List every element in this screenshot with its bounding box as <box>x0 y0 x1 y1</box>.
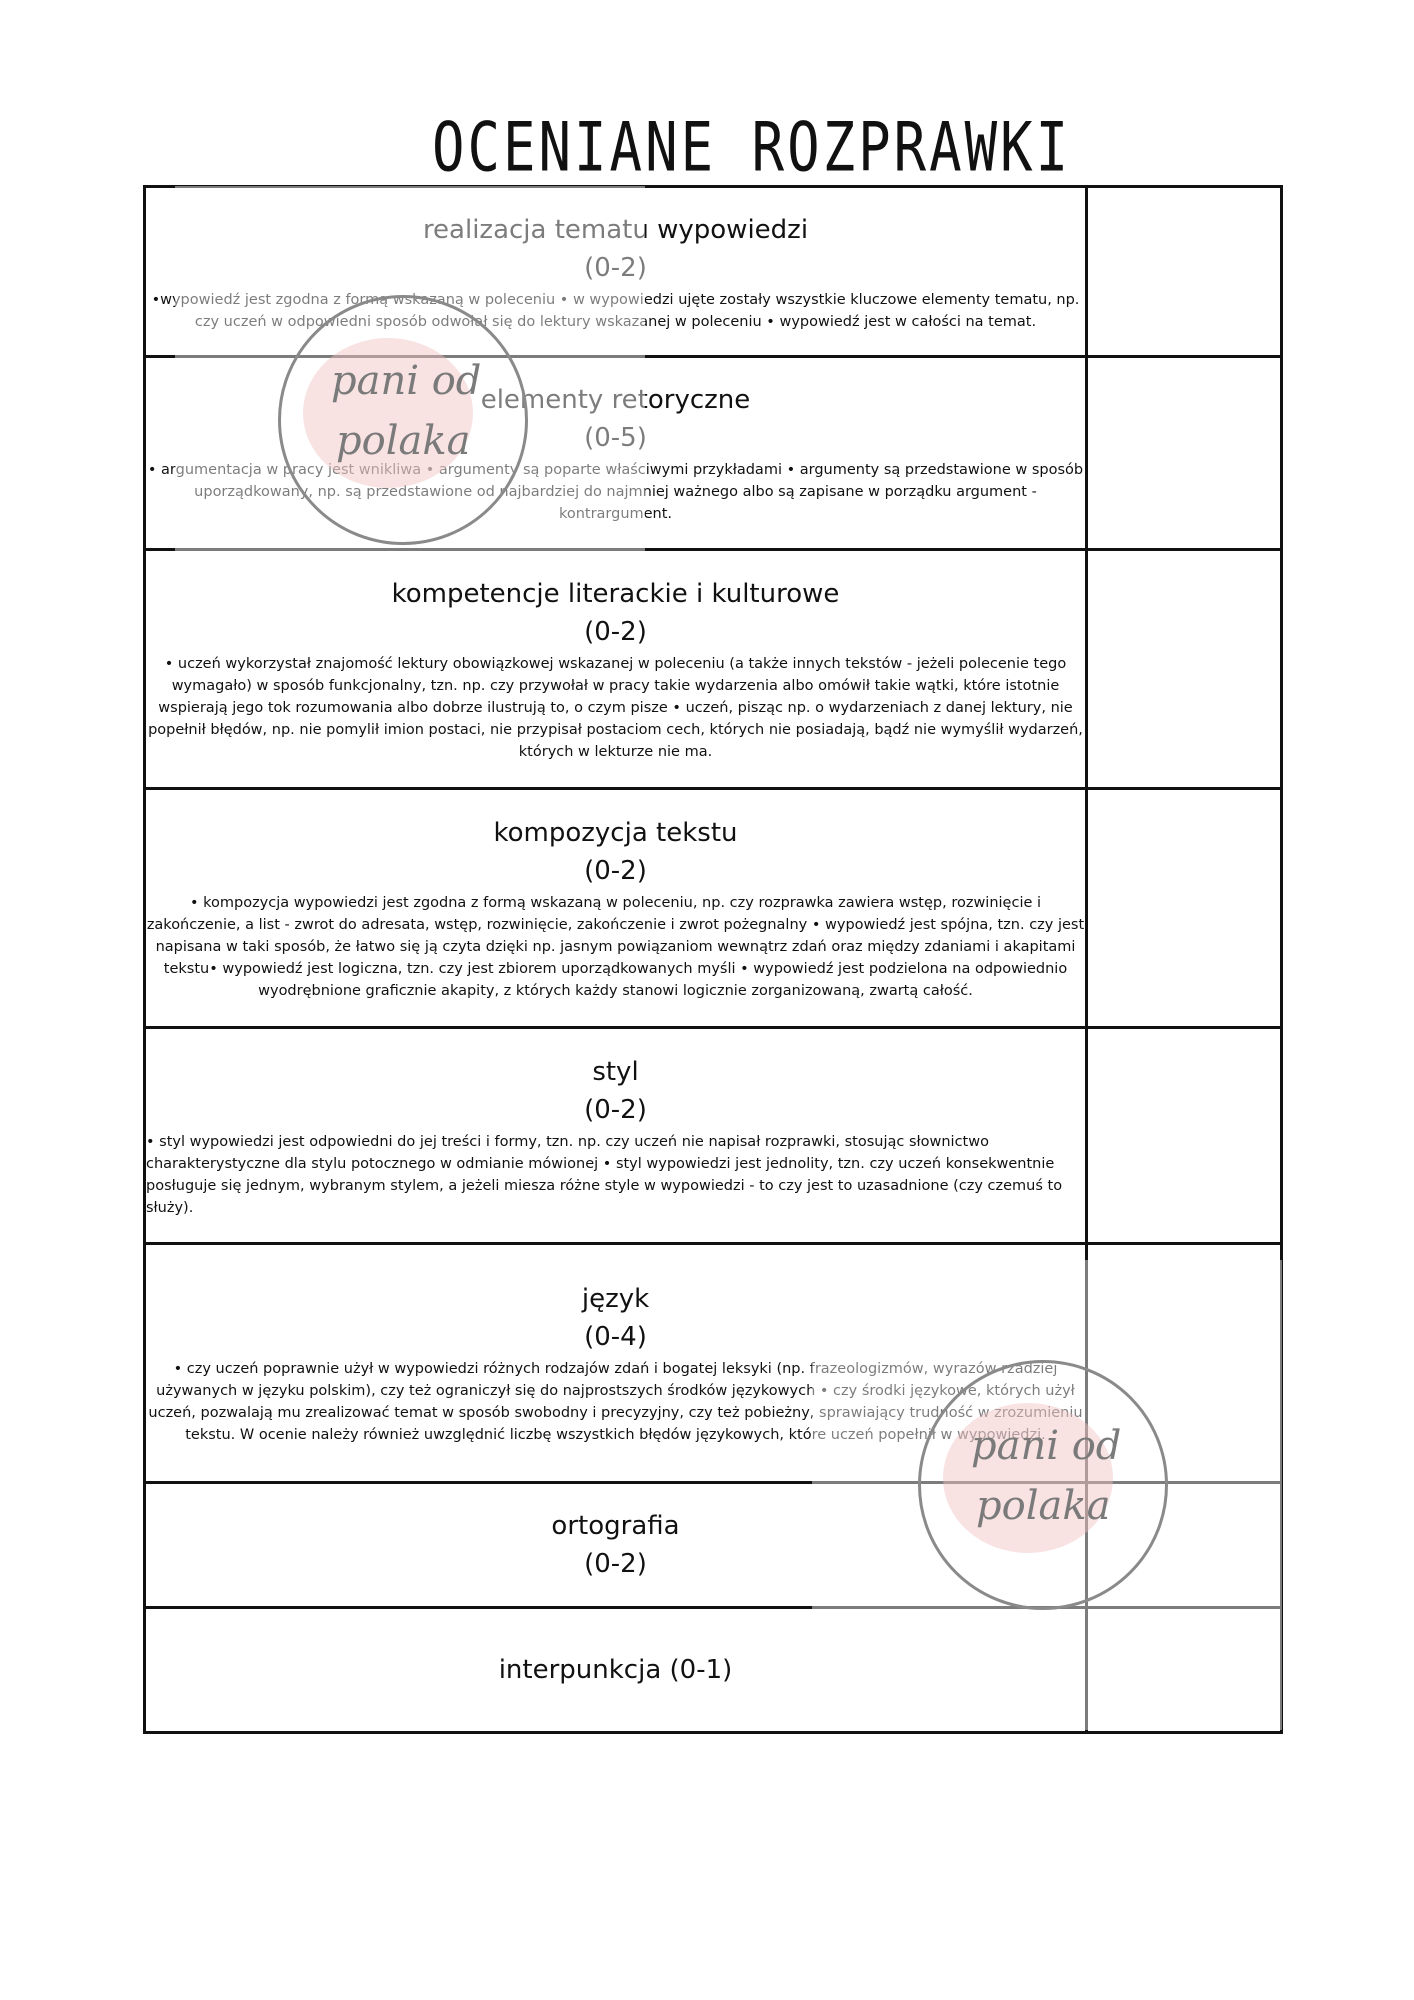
rubric-table <box>143 185 1283 1734</box>
score-cell[interactable] <box>1087 789 1282 1028</box>
criterion-name: interpunkcja (0-1) <box>498 1655 733 1685</box>
criterion-description: • czy uczeń poprawnie użył w wypowiedzi różnych rodzajów zdań i bogatej leksyki (np. frazeologizmów, wyrazów rzadziej używanych w języku polskim), czy też ograniczył się do najprostszych środków językowych • czy środki językowe, których użył uczeń, pozwalają mu zrealizować temat w sposób swobodny i precyzyjny, czy też pobieżny, sprawiający trudność w zrozumieniu tekstu. W ocenie należy również uwzględnić liczbę wszystkich błędów językowych, które uczeń popełnił w wypowiedzi. <box>148 1361 1083 1443</box>
watermark-text-line1: pani od <box>331 358 482 404</box>
criterion-name: kompetencje literackie i kulturowe <box>391 579 840 609</box>
criterion-cell <box>145 187 1087 357</box>
score-cell[interactable] <box>1087 187 1282 357</box>
score-cell[interactable] <box>1087 1608 1282 1733</box>
criterion-range: (0-2) <box>584 1094 647 1125</box>
table-row <box>145 1028 1282 1244</box>
criterion-name: realizacja tematu wypowiedzi <box>422 214 809 245</box>
criterion-cell <box>145 1244 1087 1483</box>
table-row <box>145 1483 1282 1608</box>
criterion-range: (0-2) <box>584 617 647 647</box>
criterion-description: • styl wypowiedzi jest odpowiedni do jej treści i formy, tzn. np. czy uczeń nie napisał rozprawki, stosując słownictwo charakterystyczne dla stylu potocznego w odmianie mówionej • styl wypowiedzi jest jednolity, tzn. czy uczeń konsekwentnie posługuje się jednym, wybranym stylem, a jeżeli miesza różne style w wypowiedzi - to czy jest to uzasadnione (czy czemuś to służy). <box>146 1133 1063 1216</box>
page-title: OCENIANE ROZPRAWKI <box>432 108 1072 187</box>
table-row <box>145 187 1282 357</box>
score-cell[interactable] <box>1087 1028 1282 1244</box>
watermark-text-line1: pani od <box>971 1423 1122 1469</box>
criterion-description: • argumentacja w pracy jest wnikliwa • argumenty są poparte właściwymi przykładami • argumenty są przedstawione w sposób uporządkowany, np. są przedstawione od najbardziej do najmniej ważnego albo są zapisane w porządku argument - kontrargument. <box>147 462 1084 522</box>
criterion-name: ortografia <box>551 1511 680 1541</box>
watermark-text-line2: polaka <box>336 418 471 464</box>
score-cell[interactable] <box>1087 1244 1282 1483</box>
criterion-description: • kompozycja wypowiedzi jest zgodna z formą wskazaną w poleceniu, np. czy rozprawka zawiera wstęp, rozwinięcie i zakończenie, a list - zwrot do adresata, wstęp, rozwinięcie, zakończenie i zwrot pożegnalny • wypowiedź jest spójna, tzn. czy jest napisana w taki sposób, że łatwo się ją czyta dzięki np. jasnym powiązaniom wewnątrz zdań oraz między zdaniami i akapitami tekstu• wypowiedź jest logiczna, tzn. czy jest zbiorem uporządkowanych myśli • wypowiedź jest podzielona na odpowiednio wyodrębnione graficznie akapity, z których każdy stanowi logicznie zorganizowaną, zwartą całość. <box>146 895 1085 999</box>
criterion-range: (0-2) <box>584 252 647 283</box>
criterion-description: •wypowiedź jest zgodna z formą wskazaną w poleceniu • w wypowiedzi ujęte zostały wszystkie kluczowe elementy tematu, np. czy uczeń w odpowiedni sposób odwołał się do lektury wskazanej w poleceniu • wypowiedź jest w całości na temat. <box>151 291 1080 330</box>
criterion-cell <box>145 357 1087 550</box>
table-row <box>145 357 1282 550</box>
criterion-name: elementy retoryczne <box>480 385 751 415</box>
criterion-name: język <box>581 1284 650 1314</box>
criterion-cell <box>145 1028 1087 1244</box>
score-cell[interactable] <box>1087 1483 1282 1608</box>
watermark-text-line2: polaka <box>976 1483 1111 1529</box>
criterion-name: styl <box>592 1056 639 1087</box>
table-row <box>145 1608 1282 1733</box>
criterion-range: (0-4) <box>584 1322 647 1352</box>
criterion-range: (0-2) <box>584 1549 647 1579</box>
criterion-description: • uczeń wykorzystał znajomość lektury obowiązkowej wskazanej w poleceniu (a także innych tekstów - jeżeli polecenie tego wymagało) w sposób funkcjonalny, tzn. np. czy przywołał w pracy takie wydarzenia albo omówił takie wątki, które istotnie wspierają jego tok rozumowania albo dobrze ilustrują to, o czym pisze • uczeń, pisząc np. o wydarzeniach z danej lektury, nie popełnił błędów, np. nie pomylił imion postaci, nie przypisał postaciom cech, których nie posiadają, bądź nie wymyślił wydarzeń, których w lekturze nie ma. <box>148 656 1083 760</box>
score-cell[interactable] <box>1087 357 1282 550</box>
table-row <box>145 789 1282 1028</box>
criterion-cell <box>145 1608 1087 1733</box>
criterion-cell <box>145 550 1087 789</box>
criterion-cell <box>145 1483 1087 1608</box>
criterion-range: (0-2) <box>584 856 647 886</box>
criterion-cell <box>145 789 1087 1028</box>
table-row <box>145 1244 1282 1483</box>
criterion-range: (0-5) <box>584 423 647 453</box>
criterion-name: kompozycja tekstu <box>493 818 738 848</box>
table-row <box>145 550 1282 789</box>
score-cell[interactable] <box>1087 550 1282 789</box>
